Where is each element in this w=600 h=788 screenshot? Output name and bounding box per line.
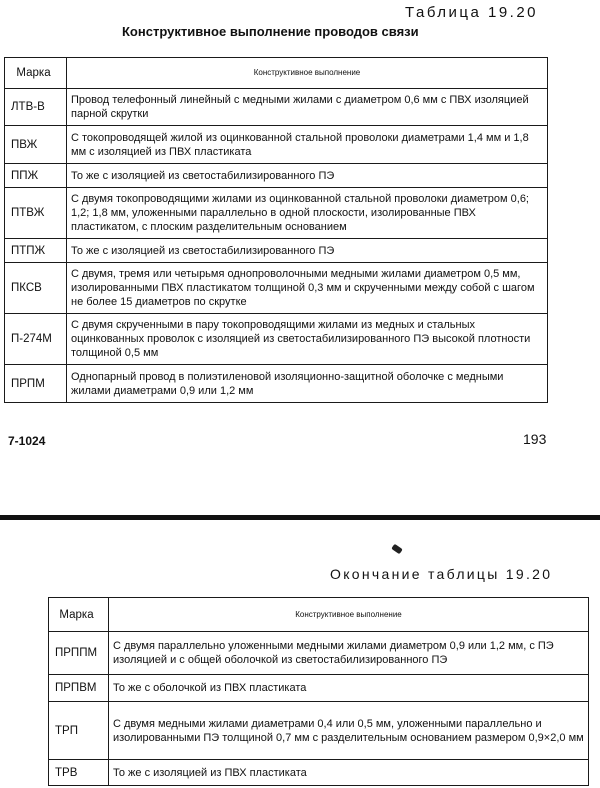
row-description: С двумя медными жилами диаметрами 0,4 или 0,5 мм, уложенными параллельно и изолированными ПЭ толщиной 0,7 мм с разделительным основанием размером 0,9×2,0 мм [109,702,589,760]
table-row [5,314,548,365]
table-row [49,760,589,786]
row-mark: ПВЖ [5,126,67,164]
row-mark: ПРППМ [49,632,109,675]
table-row [49,632,589,675]
row-description: С двумя параллельно уложенными медными жилами диаметром 0,9 или 1,2 мм, с ПЭ изоляцией и с общей оболочкой из светостабилизированного ПЭ [109,632,589,675]
header-description: Конструктивное выполнение [67,58,548,89]
row-mark: ПРПВМ [49,675,109,702]
row-description: Провод телефонный линейный с медными жилами с диаметром 0,6 мм с ПВХ изоляцией парной скрутки [67,89,548,126]
table-row [49,702,589,760]
header-mark: Марка [49,598,109,632]
row-description: То же с изоляцией из светостабилизированного ПЭ [67,164,548,188]
table-row [5,365,548,403]
table-row [5,188,548,239]
table-title: Конструктивное выполнение проводов связи [122,24,419,39]
table-row [49,675,589,702]
row-description: То же с оболочкой из ПВХ пластиката [109,675,589,702]
row-mark: ПТПЖ [5,239,67,263]
table-row [5,89,548,126]
row-description: Однопарный провод в полиэтиленовой изоляционно-защитной оболочке с медными жилами диаметрами 0,9 или 1,2 мм [67,365,548,403]
header-description: Конструктивное выполнение [109,598,589,632]
table-header-row [5,58,548,89]
row-description: С двумя скрученными в пару токопроводящими жилами из медных и стальных оцинкованных проволок с изоляцией из светостабилизированного ПЭ высокой плотности толщиной 0,5 мм [67,314,548,365]
page-divider [0,515,600,520]
ink-mark [391,544,403,555]
row-mark: ПКСВ [5,263,67,314]
table-header-row [49,598,589,632]
row-mark: ППЖ [5,164,67,188]
row-mark: П-274М [5,314,67,365]
table-row [5,164,548,188]
row-mark: ЛТВ-В [5,89,67,126]
row-description: С двумя токопроводящими жилами из оцинкованной стальной проволоки диаметром 0,6; 1,2; 1,8 мм, уложенными параллельно в одной плоскости, изолированные ПВХ пластикатом, с плоским разделительным основанием [67,188,548,239]
table-row [5,239,548,263]
table-row [5,126,548,164]
continuation-label: Окончание таблицы 19.20 [330,566,553,582]
wires-table-continuation [48,597,589,786]
table-row [5,263,548,314]
row-mark: ПТВЖ [5,188,67,239]
row-description: То же с изоляцией из ПВХ пластиката [109,760,589,786]
row-mark: ПРПМ [5,365,67,403]
header-mark: Марка [5,58,67,89]
row-description: С двумя, тремя или четырьмя однопроволочными медными жилами диаметром 0,5 мм, изолированными ПВХ пластикатом толщиной 0,3 мм и скрученными между собой с шагом не более 15 диаметров по скрутке [67,263,548,314]
footer-code: 7-1024 [8,434,46,448]
row-mark: ТРП [49,702,109,760]
row-description: С токопроводящей жилой из оцинкованной стальной проволоки диаметрами 1,4 мм и 1,8 мм с изоляцией из ПВХ пластиката [67,126,548,164]
row-description: То же с изоляцией из светостабилизированного ПЭ [67,239,548,263]
table-number-label: Таблица 19.20 [405,4,539,21]
wires-table [4,57,548,403]
page-number: 193 [523,431,547,447]
row-mark: ТРВ [49,760,109,786]
